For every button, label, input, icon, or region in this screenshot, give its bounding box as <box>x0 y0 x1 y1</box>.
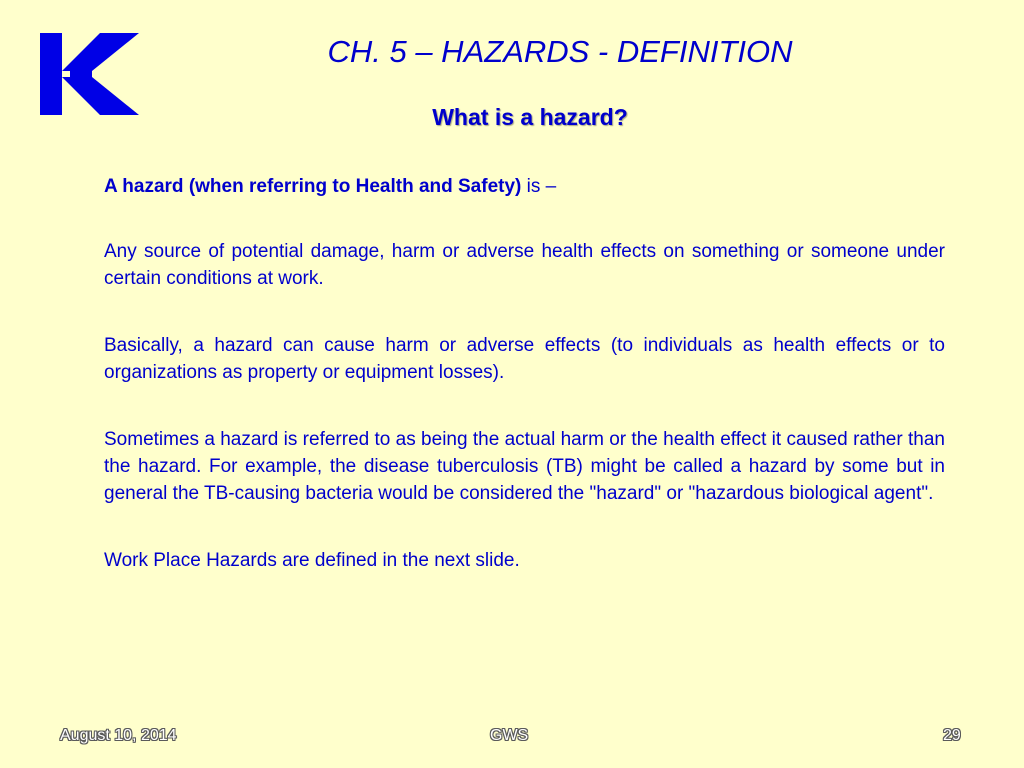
footer-date: August 10, 2014 <box>60 727 177 744</box>
next-slide-paragraph: Work Place Hazards are defined in the next slide. <box>104 550 520 571</box>
definition-paragraph: Any source of potential damage, harm or adverse health effects on something or someone under certain conditions at work. <box>104 241 945 289</box>
footer-author: GWS <box>490 727 529 744</box>
footer-page-number: 29 <box>943 727 961 744</box>
slide-title: CH. 5 – HAZARDS - DEFINITION <box>327 34 793 69</box>
k-logo-icon <box>40 33 139 115</box>
slide-subtitle: What is a hazard? <box>432 104 628 130</box>
intro-rest-text: is – <box>521 176 557 197</box>
intro-paragraph <box>104 173 945 200</box>
basically-paragraph: Basically, a hazard can cause harm or adverse effects (to individuals as health effects or to organizations as property or equipment losses). <box>104 335 945 383</box>
slide-content <box>104 173 945 614</box>
intro-bold-text: A hazard (when referring to Health and Safety) <box>104 176 522 197</box>
sometimes-paragraph: Sometimes a hazard is referred to as being the actual harm or the health effect it caused rather than the hazard. For example, the disease tuberculosis (TB) might be called a hazard by some but in general the TB-causing bacteria would be considered the "hazard" or "hazardous biological agent". <box>104 429 945 504</box>
